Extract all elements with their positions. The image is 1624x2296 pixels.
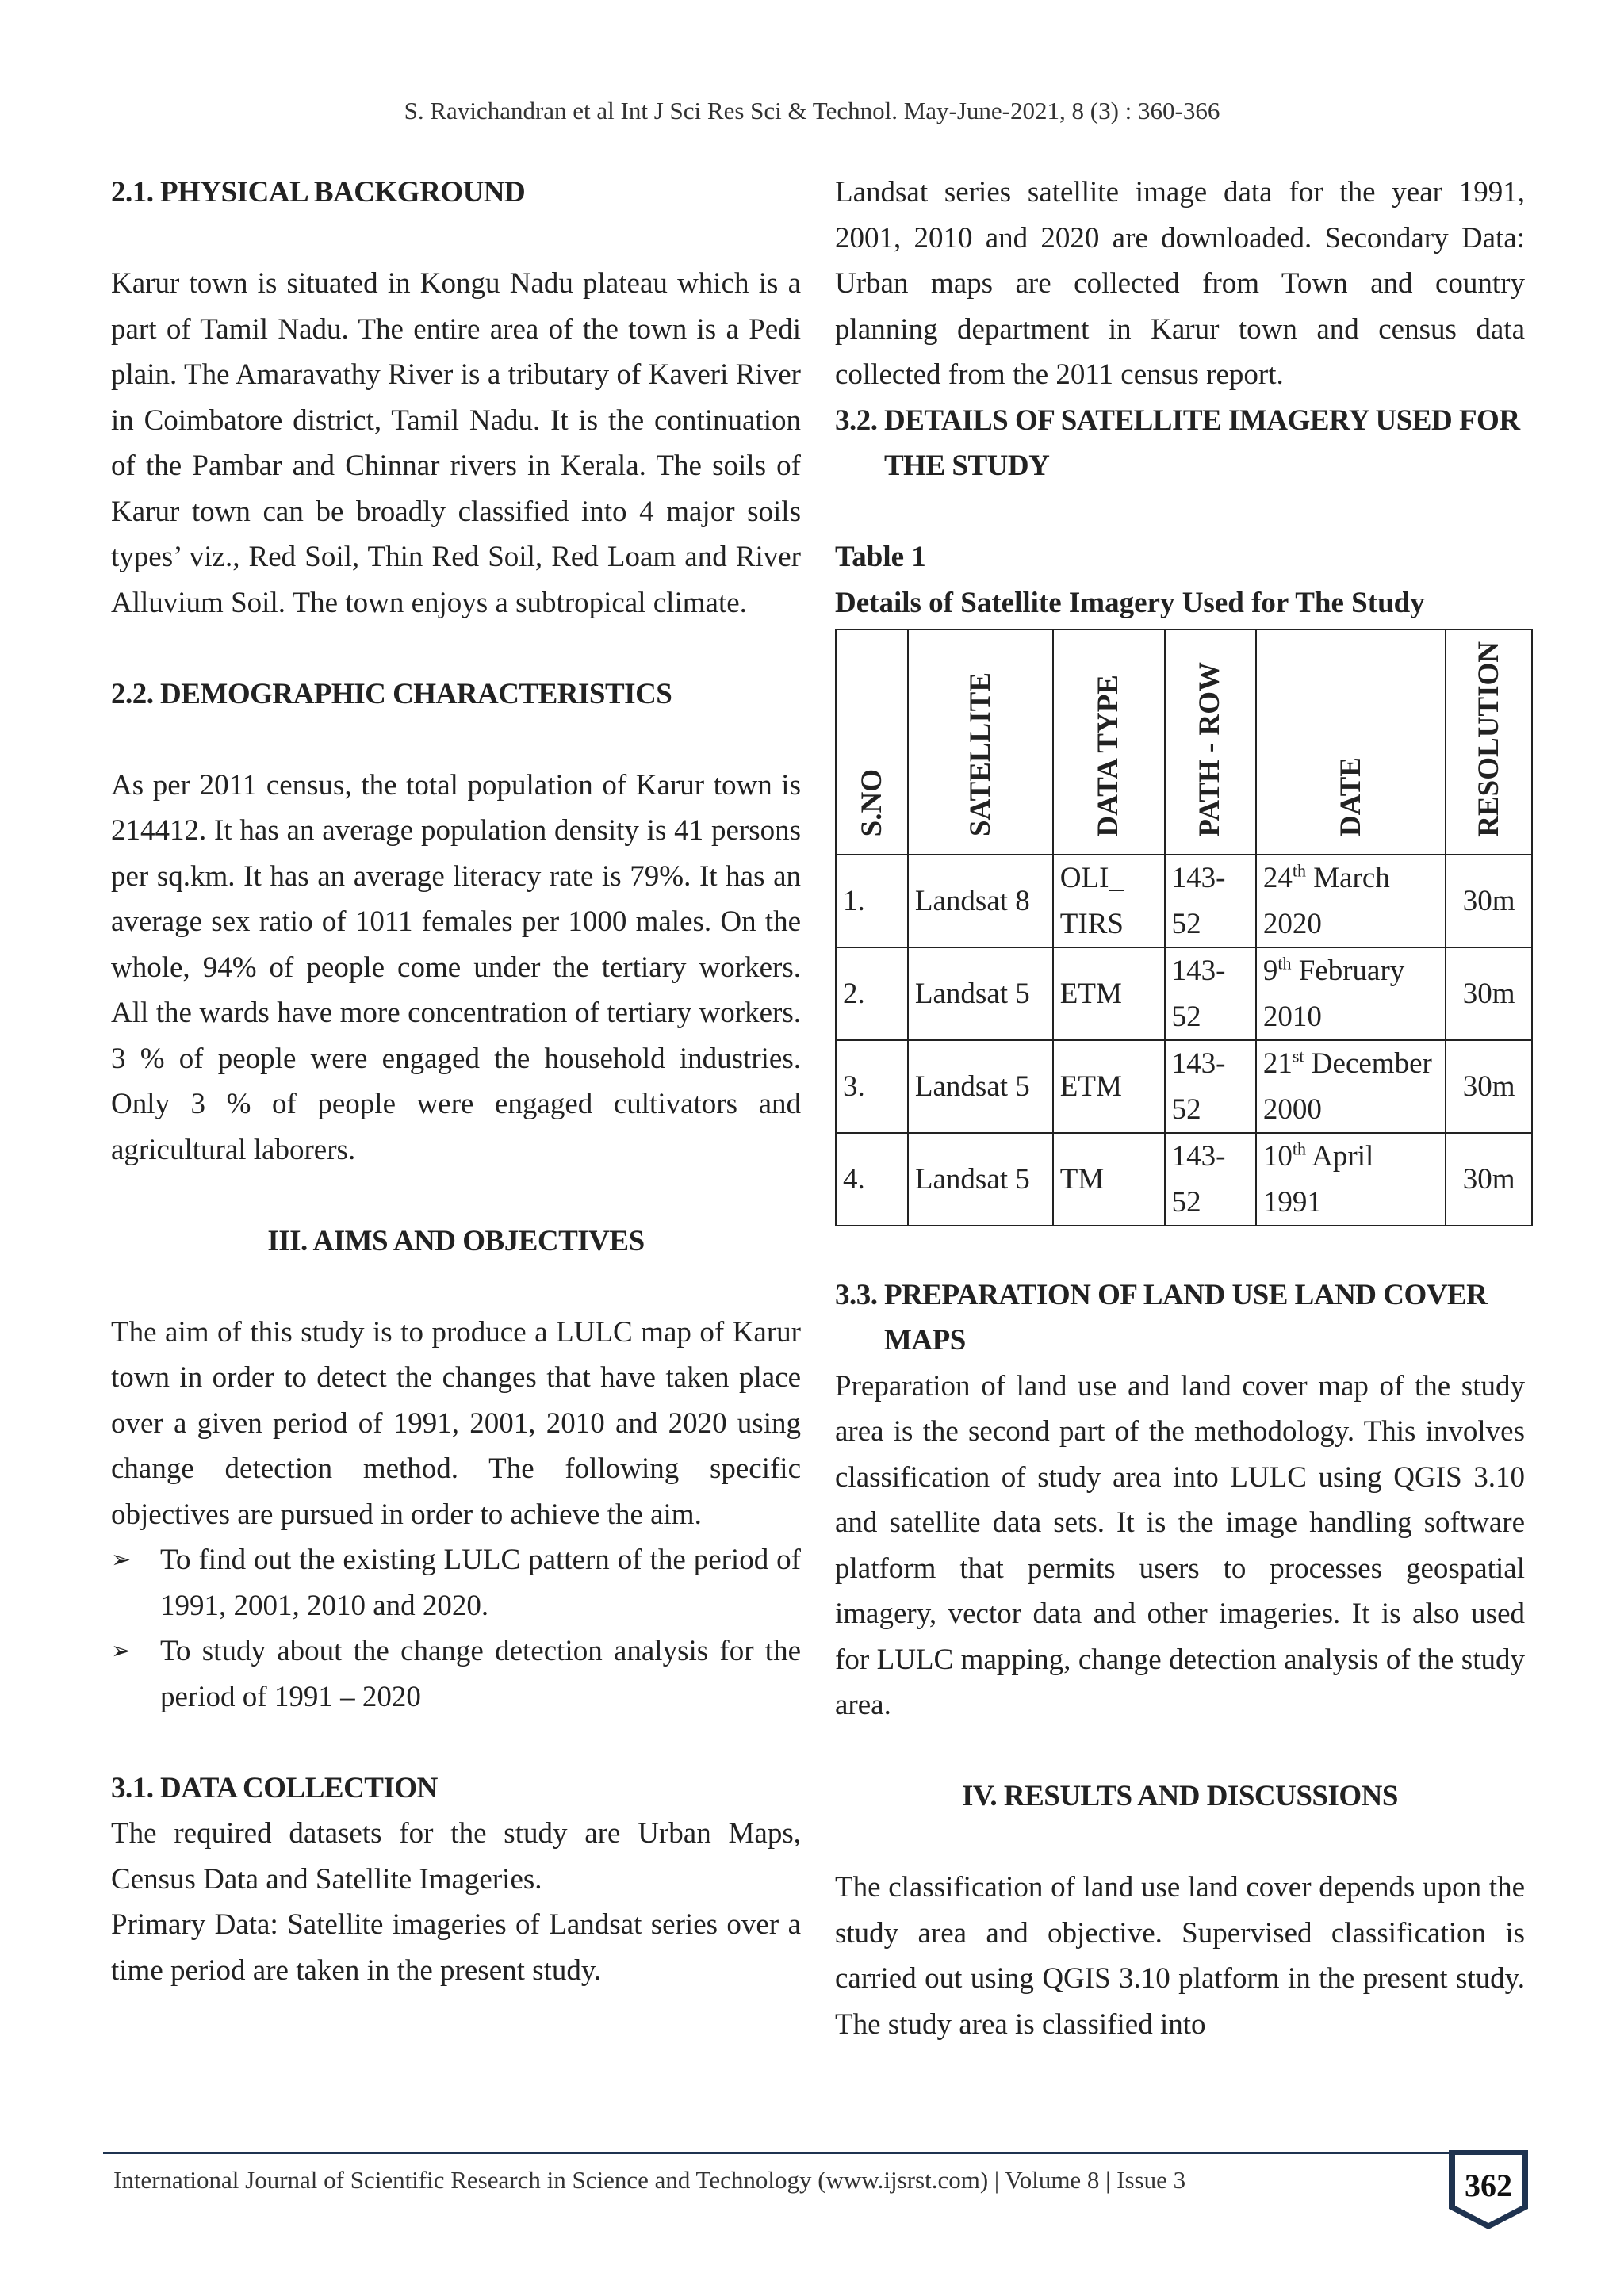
table-row (836, 1040, 1532, 1133)
section-4-heading: IV. RESULTS AND DISCUSSIONS (962, 1780, 1398, 1812)
page-number-badge (1447, 2144, 1530, 2233)
cell-sno: 1. (836, 855, 908, 947)
section-title: DETAILS OF SATELLITE IMAGERY USED FOR THE STUDY (884, 404, 1520, 482)
cell-resolution: 30m (1446, 855, 1532, 947)
cell-sno: 4. (836, 1133, 908, 1226)
lulc-preparation-paragraph: Preparation of land use and land cover map of the study area is the second part of the methodology. This involves classification of study area into LULC using QGIS 3.10 and satellite data sets. It is the image handling software platform that permits users to processes geospatial imagery, vector data and other imageries. It is also used for LULC mapping, change detection analysis of the study area. (835, 1369, 1525, 1721)
running-header: S. Ravichandran et al Int J Sci Res Sci & Technol. May-June-2021, 8 (3) : 360-366 (404, 97, 1220, 124)
cell-satellite: Landsat 8 (908, 855, 1053, 947)
cell-path-row: 143-52 (1165, 1133, 1256, 1226)
header-data-type: DATA TYPE (1053, 629, 1165, 855)
table-header-row (836, 629, 1532, 855)
table-row (836, 855, 1532, 947)
objective-text: To find out the existing LULC pattern of the period of 1991, 2001, 2010 and 2020. (160, 1544, 801, 1622)
cell-satellite: Landsat 5 (908, 1133, 1053, 1226)
aims-paragraph: The aim of this study is to produce a LULC map of Karur town in order to detect the changes that have taken place over a given period of 1991, 2001, 2010 and 2020 using change detection method. The following specific objectives are pursued in order to achieve the aim. (111, 1315, 801, 1531)
cell-satellite: Landsat 5 (908, 947, 1053, 1040)
header-resolution: RESOLUTION (1446, 629, 1532, 855)
cell-path-row: 143-52 (1165, 855, 1256, 947)
header-sno: S.NO (836, 629, 908, 855)
arrow-bullet-icon: ➢ (111, 1637, 132, 1665)
cell-resolution: 30m (1446, 1040, 1532, 1133)
cell-date: 24th March 2020 (1256, 855, 1446, 947)
section-number: 2.2. (111, 677, 154, 710)
section-3-heading: III. AIMS AND OBJECTIVES (267, 1224, 645, 1257)
section-3-1-heading (111, 1766, 801, 1812)
cell-data-type: ETM (1053, 1040, 1165, 1133)
primary-data-paragraph: Primary Data: Satellite imageries of Landsat series over a time period are taken in the present study. (111, 1908, 801, 1987)
cell-date: 9th February 2010 (1256, 947, 1446, 1040)
cell-path-row: 143-52 (1165, 1040, 1256, 1133)
cell-resolution: 30m (1446, 947, 1532, 1040)
section-2-2-heading (111, 672, 801, 718)
section-title: PHYSICAL BACKGROUND (160, 176, 526, 209)
cell-resolution: 30m (1446, 1133, 1532, 1226)
cell-sno: 3. (836, 1040, 908, 1133)
cell-data-type: OLI_ TIRS (1053, 855, 1165, 947)
objective-bullet-2 (111, 1628, 801, 1720)
cell-path-row: 143-52 (1165, 947, 1256, 1040)
objective-text: To study about the change detection analysis for the period of 1991 – 2020 (160, 1635, 801, 1713)
header-date: DATE (1256, 629, 1446, 855)
journal-footer: International Journal of Scientific Research in Science and Technology (www.ijsrst.com) | Volume 8 | Issue 3 (113, 2166, 1186, 2194)
page-number: 362 (1465, 2168, 1512, 2203)
section-title: DEMOGRAPHIC CHARACTERISTICS (160, 677, 672, 710)
table-row (836, 947, 1532, 1040)
physical-background-paragraph: Karur town is situated in Kongu Nadu plateau which is a part of Tamil Nadu. The entire area of the town is a Pedi plain. The Amaravathy River is a tributary of Kaveri River in Coimbatore district, Tamil Nadu. It is the continuation of the Pambar and Chinnar rivers in Kerala. The soils of Karur town can be broadly classified into 4 major soils types’ viz., Red Soil, Thin Red Soil, Red Loam and River Alluvium Soil. The town enjoys a subtropical climate. (111, 267, 801, 619)
left-column (111, 170, 801, 1993)
section-3-2-heading (835, 398, 1525, 489)
table-row (836, 1133, 1532, 1226)
demographic-paragraph: As per 2011 census, the total population of Karur town is 214412. It has an average population density is 41 persons per sq.km. It has an average literacy rate is 79%. It has an average sex ratio of 1011 females per 1000 males. On the whole, 94% of people come under the tertiary workers. All the wards have more concentration of tertiary workers. 3 % of people were engaged the household industries. Only 3 % of people were engaged cultivators and agricultural laborers. (111, 768, 801, 1166)
cell-data-type: ETM (1053, 947, 1165, 1040)
objective-bullet-1 (111, 1537, 801, 1628)
right-column (835, 170, 1525, 2047)
section-2-1-heading (111, 170, 801, 216)
section-number: 3.1. (111, 1771, 154, 1804)
section-title: PREPARATION OF LAND USE LAND COVER MAPS (884, 1278, 1488, 1357)
header-path-row: PATH - ROW (1165, 629, 1256, 855)
cell-satellite: Landsat 5 (908, 1040, 1053, 1133)
section-title: DATA COLLECTION (160, 1771, 438, 1804)
cell-date: 10th April 1991 (1256, 1133, 1446, 1226)
table-label: Table 1 (835, 541, 926, 573)
datasets-paragraph: The required datasets for the study are Urban Maps, Census Data and Satellite Imageries. (111, 1817, 801, 1896)
cell-date: 21st December 2000 (1256, 1040, 1446, 1133)
section-number: 3.3. (835, 1278, 878, 1311)
results-paragraph: The classification of land use land cover depends upon the study area and objective. Supervised classification is carried out using QGIS 3.10 platform in the present study. The study area is classified into (835, 1871, 1525, 2041)
landsat-paragraph: Landsat series satellite image data for the year 1991, 2001, 2010 and 2020 are downloaded. Secondary Data: Urban maps are collected from Town and country planning department in Karur town and census data collected from the 2011 census report. (835, 176, 1525, 391)
cell-data-type: TM (1053, 1133, 1165, 1226)
section-number: 2.1. (111, 176, 154, 209)
table-caption: Details of Satellite Imagery Used for The Study (835, 586, 1425, 619)
header-satellite: SATELLITE (908, 629, 1053, 855)
satellite-imagery-table (835, 629, 1533, 1226)
footer-divider (103, 2152, 1459, 2154)
section-3-3-heading (835, 1272, 1525, 1364)
cell-sno: 2. (836, 947, 908, 1040)
arrow-bullet-icon: ➢ (111, 1546, 132, 1574)
section-number: 3.2. (835, 404, 878, 437)
